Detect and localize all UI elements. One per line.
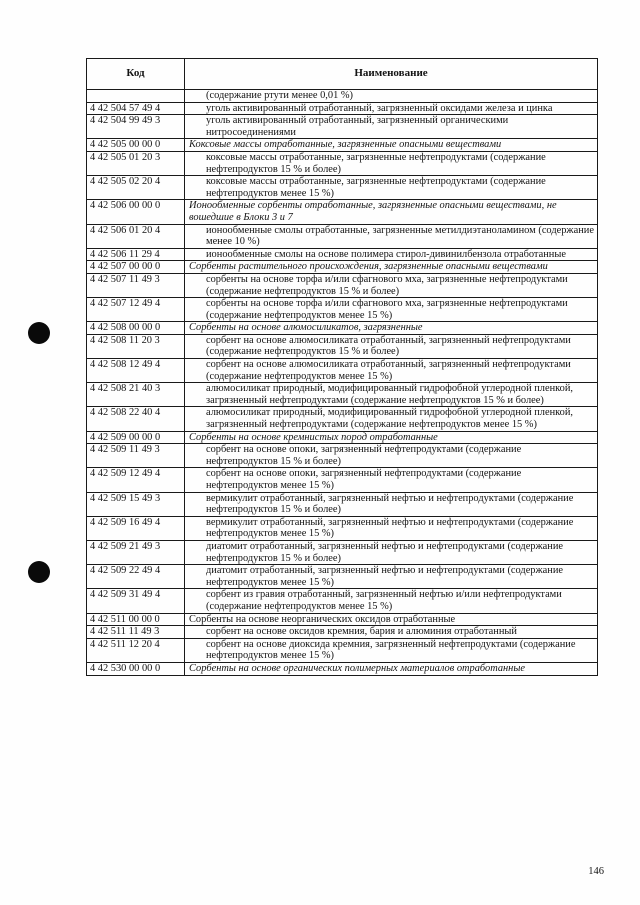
waste-code: 4 42 508 11 20 3 xyxy=(87,334,185,358)
waste-code: 4 42 507 11 49 3 xyxy=(87,273,185,297)
waste-group-name: Сорбенты растительного происхождения, загрязненные опасными веществами xyxy=(185,261,598,274)
table-row xyxy=(87,444,598,468)
waste-group-name: Сорбенты на основе алюмосиликатов, загрязненные xyxy=(185,322,598,335)
table-row xyxy=(87,334,598,358)
table-row xyxy=(87,176,598,200)
table-row xyxy=(87,431,598,444)
table-row xyxy=(87,273,598,297)
header-name: Наименование xyxy=(185,59,598,90)
waste-name: уголь активированный отработанный, загрязненный органическими нитросоединениями xyxy=(185,115,598,139)
waste-code: 4 42 509 31 49 4 xyxy=(87,589,185,613)
table-row xyxy=(87,516,598,540)
waste-name: диатомит отработанный, загрязненный нефтью и нефтепродуктами (содержание нефтепродуктов 15 % и более) xyxy=(185,540,598,564)
waste-name: сорбент на основе диоксида кремния, загрязненный нефтепродуктами (содержание нефтепродуктов менее 15 %) xyxy=(185,638,598,662)
binder-hole-bottom xyxy=(28,561,50,583)
waste-code: 4 42 508 22 40 4 xyxy=(87,407,185,431)
table-row xyxy=(87,383,598,407)
waste-code: 4 42 511 11 49 3 xyxy=(87,626,185,639)
waste-name: сорбенты на основе торфа и/или сфагнового мха, загрязненные нефтепродуктами (содержание нефтепродуктов менее 15 %) xyxy=(185,298,598,322)
waste-name: ионообменные смолы отработанные, загрязненные метилдиэтаноламином (содержание менее 10 %) xyxy=(185,224,598,248)
waste-code: 4 42 506 11 29 4 xyxy=(87,248,185,261)
waste-code: 4 42 508 00 00 0 xyxy=(87,322,185,335)
waste-code: 4 42 509 22 49 4 xyxy=(87,565,185,589)
waste-group-name: Ионообменные сорбенты отработанные, загрязненные опасными веществами, не вошедшие в Блоки 3 и 7 xyxy=(185,200,598,224)
waste-code: 4 42 509 00 00 0 xyxy=(87,431,185,444)
waste-name: вермикулит отработанный, загрязненный нефтью и нефтепродуктами (содержание нефтепродуктов менее 15 %) xyxy=(185,516,598,540)
waste-code: 4 42 509 15 49 3 xyxy=(87,492,185,516)
waste-name: диатомит отработанный, загрязненный нефтью и нефтепродуктами (содержание нефтепродуктов менее 15 %) xyxy=(185,565,598,589)
table-row xyxy=(87,492,598,516)
table-row xyxy=(87,248,598,261)
waste-name: (содержание ртути менее 0,01 %) xyxy=(185,90,598,103)
table-row xyxy=(87,322,598,335)
page-number: 146 xyxy=(588,866,604,877)
waste-code: 4 42 504 99 49 3 xyxy=(87,115,185,139)
waste-code: 4 42 508 21 40 3 xyxy=(87,383,185,407)
waste-classifier-table xyxy=(86,58,598,676)
waste-name: уголь активированный отработанный, загрязненный оксидами железа и цинка xyxy=(185,102,598,115)
table-row xyxy=(87,139,598,152)
waste-name: сорбент на основе алюмосиликата отработанный, загрязненный нефтепродуктами (содержание нефтепродуктов 15 % и более) xyxy=(185,334,598,358)
table-row xyxy=(87,613,598,626)
table-row xyxy=(87,261,598,274)
waste-code: 4 42 505 02 20 4 xyxy=(87,176,185,200)
table-row xyxy=(87,638,598,662)
waste-group-name: Сорбенты на основе органических полимерных материалов отработанные xyxy=(185,662,598,675)
waste-code: 4 42 506 01 20 4 xyxy=(87,224,185,248)
table-row xyxy=(87,359,598,383)
table-row xyxy=(87,662,598,675)
waste-code xyxy=(87,90,185,103)
waste-name: вермикулит отработанный, загрязненный нефтью и нефтепродуктами (содержание нефтепродуктов 15 % и более) xyxy=(185,492,598,516)
table-row xyxy=(87,90,598,103)
table-row xyxy=(87,468,598,492)
table-row xyxy=(87,115,598,139)
table-row xyxy=(87,151,598,175)
table-header-row xyxy=(87,59,598,90)
waste-code: 4 42 509 11 49 3 xyxy=(87,444,185,468)
table-row xyxy=(87,540,598,564)
waste-group-name: Коксовые массы отработанные, загрязненные опасными веществами xyxy=(185,139,598,152)
waste-name: сорбент на основе опоки, загрязненный нефтепродуктами (содержание нефтепродуктов 15 % и более) xyxy=(185,444,598,468)
table-row xyxy=(87,102,598,115)
binder-hole-top xyxy=(28,322,50,344)
waste-name: коксовые массы отработанные, загрязненные нефтепродуктами (содержание нефтепродуктов менее 15 %) xyxy=(185,176,598,200)
waste-code: 4 42 505 00 00 0 xyxy=(87,139,185,152)
table-row xyxy=(87,298,598,322)
waste-name: коксовые массы отработанные, загрязненные нефтепродуктами (содержание нефтепродуктов 15 % и более) xyxy=(185,151,598,175)
header-code: Код xyxy=(87,59,185,90)
waste-name: ионообменные смолы на основе полимера стирол-дивинилбензола отработанные xyxy=(185,248,598,261)
waste-code: 4 42 509 21 49 3 xyxy=(87,540,185,564)
waste-name: алюмосиликат природный, модифицированный гидрофобной углеродной пленкой, загрязненный нефтепродуктами (содержание нефтепродуктов менее 15 %) xyxy=(185,407,598,431)
waste-name: сорбент из гравия отработанный, загрязненный нефтью и/или нефтепродуктами (содержание нефтепродуктов менее 15 %) xyxy=(185,589,598,613)
waste-code: 4 42 530 00 00 0 xyxy=(87,662,185,675)
waste-code: 4 42 509 16 49 4 xyxy=(87,516,185,540)
waste-name: сорбент на основе алюмосиликата отработанный, загрязненный нефтепродуктами (содержание нефтепродуктов менее 15 %) xyxy=(185,359,598,383)
waste-code: 4 42 511 12 20 4 xyxy=(87,638,185,662)
waste-code: 4 42 505 01 20 3 xyxy=(87,151,185,175)
table-row xyxy=(87,565,598,589)
waste-code: 4 42 508 12 49 4 xyxy=(87,359,185,383)
table-row xyxy=(87,626,598,639)
waste-name: сорбенты на основе торфа и/или сфагнового мха, загрязненные нефтепродуктами (содержание нефтепродуктов 15 % и более) xyxy=(185,273,598,297)
table-row xyxy=(87,589,598,613)
table-row xyxy=(87,200,598,224)
waste-name: сорбент на основе опоки, загрязненный нефтепродуктами (содержание нефтепродуктов менее 15 %) xyxy=(185,468,598,492)
waste-name: алюмосиликат природный, модифицированный гидрофобной углеродной пленкой, загрязненный нефтепродуктами (содержание нефтепродуктов 15 % и более) xyxy=(185,383,598,407)
waste-group-name: Сорбенты на основе кремнистых пород отработанные xyxy=(185,431,598,444)
waste-code: 4 42 504 57 49 4 xyxy=(87,102,185,115)
waste-code: 4 42 511 00 00 0 xyxy=(87,613,185,626)
waste-code: 4 42 509 12 49 4 xyxy=(87,468,185,492)
waste-code: 4 42 507 00 00 0 xyxy=(87,261,185,274)
waste-name: сорбент на основе оксидов кремния, бария и алюминия отработанный xyxy=(185,626,598,639)
table-row xyxy=(87,224,598,248)
table-row xyxy=(87,407,598,431)
waste-code: 4 42 506 00 00 0 xyxy=(87,200,185,224)
waste-group-name: Сорбенты на основе неорганических оксидов отработанные xyxy=(185,613,598,626)
waste-code: 4 42 507 12 49 4 xyxy=(87,298,185,322)
